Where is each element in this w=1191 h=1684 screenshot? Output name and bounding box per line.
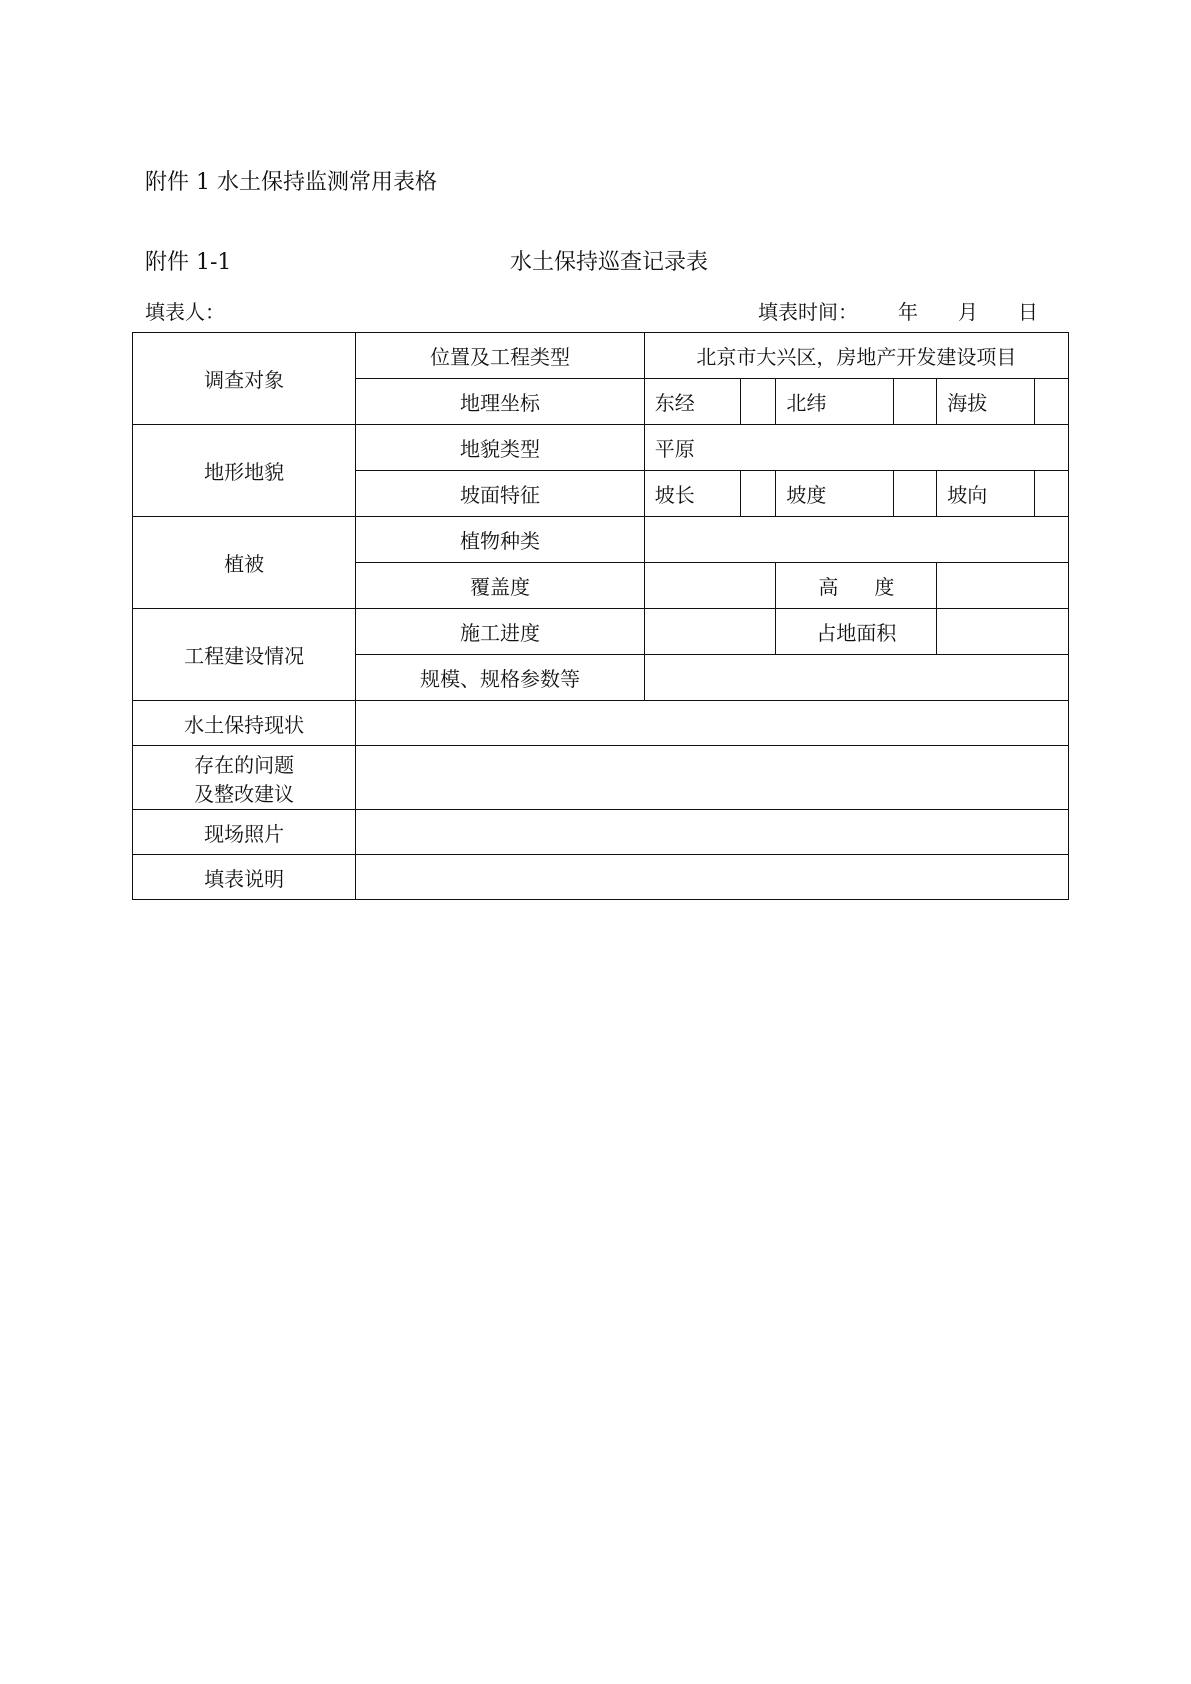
- slope-length-value-cell[interactable]: [741, 471, 776, 517]
- species-value-cell[interactable]: [644, 517, 1068, 563]
- survey-object-label: 调查对象: [133, 333, 356, 425]
- appendix-heading: 附件 1 水土保持监测常用表格: [145, 170, 437, 195]
- table-row: [133, 517, 1069, 563]
- year-label: 年: [898, 300, 918, 324]
- coverage-value-cell[interactable]: [644, 563, 776, 609]
- altitude-value-cell[interactable]: [1034, 379, 1068, 425]
- issues-label-line: 及整改建议: [194, 781, 295, 806]
- slope-label: 坡面特征: [356, 471, 645, 517]
- fill-time-label: 填表时间：: [758, 300, 858, 324]
- latitude-label: 北纬: [776, 379, 894, 425]
- height-label: [776, 563, 937, 609]
- location-label: 位置及工程类型: [356, 333, 645, 379]
- slope-degree-value-cell[interactable]: [894, 471, 937, 517]
- height-label-part: 高: [818, 575, 839, 599]
- altitude-label: 海拔: [937, 379, 1035, 425]
- status-label: 水土保持现状: [133, 701, 356, 746]
- status-value-cell[interactable]: [356, 701, 1069, 746]
- issues-value-cell[interactable]: [356, 746, 1069, 810]
- slope-aspect-label: 坡向: [937, 471, 1035, 517]
- fill-time: [758, 296, 1038, 325]
- day-label: 日: [1018, 300, 1038, 324]
- area-value-cell[interactable]: [937, 609, 1069, 655]
- progress-label: 施工进度: [356, 609, 645, 655]
- longitude-label: 东经: [644, 379, 741, 425]
- table-row: [133, 746, 1069, 810]
- progress-value-cell[interactable]: [644, 609, 776, 655]
- notes-value-cell[interactable]: [356, 855, 1069, 900]
- height-value-cell[interactable]: [937, 563, 1069, 609]
- landform-value: 平原: [644, 425, 1068, 471]
- table-row: [133, 609, 1069, 655]
- form-number: 附件 1-1: [145, 250, 232, 275]
- slope-degree-label: 坡度: [776, 471, 894, 517]
- area-label: 占地面积: [776, 609, 937, 655]
- notes-label: 填表说明: [133, 855, 356, 900]
- scale-label: 规模、规格参数等: [356, 655, 645, 701]
- longitude-value-cell[interactable]: [741, 379, 776, 425]
- table-row: [133, 425, 1069, 471]
- species-label: 植物种类: [356, 517, 645, 563]
- construction-label: 工程建设情况: [133, 609, 356, 701]
- coverage-label: 覆盖度: [356, 563, 645, 609]
- issues-label: [133, 746, 356, 810]
- month-label: 月: [958, 300, 978, 324]
- patrol-record-table: [132, 332, 1069, 900]
- filler-label: 填表人：: [145, 300, 225, 324]
- table-row: [133, 855, 1069, 900]
- slope-length-label: 坡长: [644, 471, 741, 517]
- scale-value-cell[interactable]: [644, 655, 1068, 701]
- landform-label: 地貌类型: [356, 425, 645, 471]
- location-value: 北京市大兴区，房地产开发建设项目: [644, 333, 1068, 379]
- table-row: [133, 701, 1069, 746]
- latitude-value-cell[interactable]: [894, 379, 937, 425]
- slope-aspect-value-cell[interactable]: [1034, 471, 1068, 517]
- form-title: 水土保持巡查记录表: [510, 250, 709, 275]
- photos-value-cell[interactable]: [356, 810, 1069, 855]
- terrain-label: 地形地貌: [133, 425, 356, 517]
- height-label-part: 度: [874, 575, 895, 599]
- coords-label: 地理坐标: [356, 379, 645, 425]
- table-row: [133, 810, 1069, 855]
- photos-label: 现场照片: [133, 810, 356, 855]
- vegetation-label: 植被: [133, 517, 356, 609]
- issues-label-line: 存在的问题: [194, 752, 295, 777]
- table-row: [133, 333, 1069, 379]
